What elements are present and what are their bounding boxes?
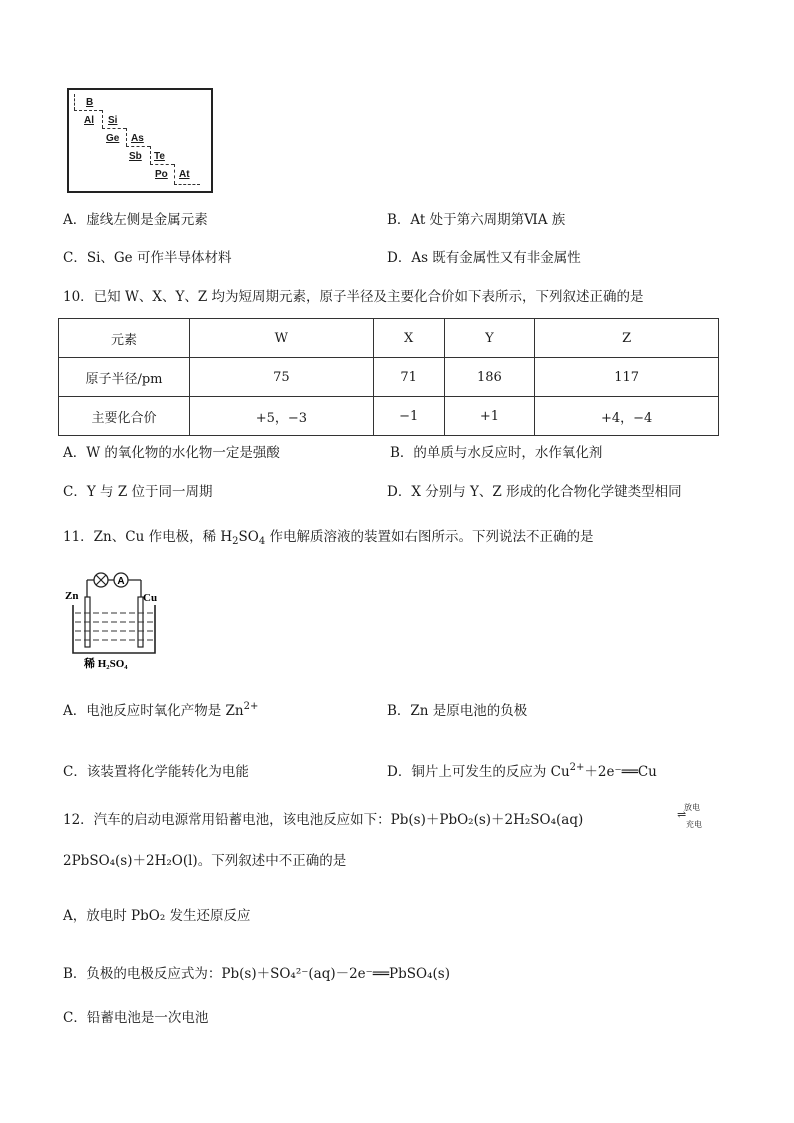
q11-stem-text: 作电解质溶液的装置如右图所示。下列说法不正确的是 bbox=[265, 529, 594, 545]
staircase-line bbox=[102, 128, 126, 129]
q12-option-b: B．负极的电极反应式为：Pb(s)＋SO₄²⁻(aq)－2e⁻══PbSO₄(s) bbox=[63, 966, 450, 982]
q11-option-d-sup: 2+ bbox=[569, 762, 585, 773]
q10-stem: 10．已知 W、X、Y、Z 均为短周期元素，原子半径及主要化合价如下表所示，下列叙述正确的是 bbox=[63, 289, 644, 305]
q11-option-a-sup: 2+ bbox=[243, 701, 259, 712]
q11-option-b: B．Zn 是原电池的负极 bbox=[387, 703, 528, 719]
q9-option-a: A．虚线左侧是金属元素 bbox=[63, 212, 208, 228]
q11-option-a-text: A．电池反应时氧化产物是 Zn bbox=[63, 703, 244, 719]
table-cell: 元素 bbox=[59, 319, 190, 358]
table-cell: +4，−4 bbox=[535, 397, 719, 436]
table-cell: +1 bbox=[444, 397, 535, 436]
table-cell: Y bbox=[444, 319, 535, 358]
element-b: B bbox=[86, 97, 94, 108]
table-cell: Z bbox=[535, 319, 719, 358]
q12-option-c: C．铅蓄电池是一次电池 bbox=[63, 1010, 209, 1026]
table-cell: −1 bbox=[373, 397, 444, 436]
q11-stem-sub: 4 bbox=[258, 536, 266, 547]
staircase-line bbox=[150, 146, 151, 164]
element-data-table bbox=[58, 318, 719, 436]
table-cell: 186 bbox=[444, 358, 535, 397]
table-row bbox=[59, 397, 719, 436]
q9-option-b: B．At 处于第六周期第ⅥA 族 bbox=[387, 212, 566, 228]
table-cell: W bbox=[190, 319, 374, 358]
q11-option-c: C．该装置将化学能转化为电能 bbox=[63, 764, 249, 780]
q11-option-d-text: D．铜片上可发生的反应为 Cu bbox=[387, 764, 570, 780]
galvanic-cell-figure bbox=[64, 567, 164, 672]
q11-stem-text: 11．Zn、Cu 作电极，稀 H bbox=[63, 529, 233, 545]
element-te: Te bbox=[154, 151, 165, 162]
q10-option-d: D．X 分别与 Y、Z 形成的化合物化学键类型相同 bbox=[387, 484, 682, 500]
element-po: Po bbox=[155, 169, 168, 180]
table-cell: X bbox=[373, 319, 444, 358]
element-as: As bbox=[131, 133, 144, 144]
cu-electrode-label: Cu bbox=[143, 592, 158, 604]
element-at: At bbox=[179, 169, 190, 180]
arrow-icon: ⇌ bbox=[677, 808, 687, 821]
electrolyte-label: 稀 H₂SO₄ bbox=[84, 658, 128, 670]
table-cell: 原子半径/pm bbox=[59, 358, 190, 397]
staircase-line bbox=[74, 94, 75, 110]
q9-option-d: D．As 既有金属性又有非金属性 bbox=[387, 250, 581, 266]
q12-option-a: A，放电时 PbO₂ 发生还原反应 bbox=[63, 908, 251, 924]
element-si: Si bbox=[108, 115, 118, 126]
periodic-staircase-figure bbox=[67, 88, 213, 193]
q11-stem bbox=[63, 525, 594, 547]
ammeter-label: A bbox=[117, 576, 125, 587]
table-cell: 117 bbox=[535, 358, 719, 397]
staircase-line bbox=[174, 164, 175, 184]
table-cell: +5，−3 bbox=[190, 397, 374, 436]
q11-stem-sub: 2 bbox=[232, 536, 239, 547]
staircase-line bbox=[174, 184, 200, 185]
element-sb: Sb bbox=[129, 151, 142, 162]
q9-option-c: C．Si、Ge 可作半导体材料 bbox=[63, 250, 232, 266]
staircase-line bbox=[150, 164, 174, 165]
staircase-line bbox=[126, 146, 150, 147]
galvanic-cell-drawing bbox=[64, 567, 164, 672]
q10-option-b: B．的单质与水反应时，水作氧化剂 bbox=[390, 445, 603, 461]
element-al: Al bbox=[84, 115, 94, 126]
staircase-line bbox=[102, 110, 103, 128]
q10-option-a: A．W 的氧化物的水化物一定是强酸 bbox=[63, 445, 280, 461]
staircase-line bbox=[126, 128, 127, 146]
table-cell: 主要化合价 bbox=[59, 397, 190, 436]
q11-option-d bbox=[387, 760, 657, 780]
zn-electrode-label: Zn bbox=[65, 590, 79, 602]
table-row bbox=[59, 358, 719, 397]
table-cell: 71 bbox=[373, 358, 444, 397]
q12-stem-line2: 2PbSO₄(s)＋2H₂O(l)。下列叙述中不正确的是 bbox=[63, 853, 347, 869]
q11-option-a bbox=[63, 699, 258, 719]
table-cell: 75 bbox=[190, 358, 374, 397]
discharge-label: 放电 bbox=[684, 803, 700, 812]
table-header-row bbox=[59, 319, 719, 358]
q12-stem-line1: 12．汽车的启动电源常用铅蓄电池，该电池反应如下：Pb(s)＋PbO₂(s)＋2H₂SO₄(aq) bbox=[63, 812, 584, 828]
q11-option-d-text: ＋2e⁻══Cu bbox=[584, 764, 657, 780]
reversible-arrow bbox=[676, 802, 722, 830]
charge-label: 充电 bbox=[686, 820, 702, 829]
element-ge: Ge bbox=[106, 133, 120, 144]
q10-option-c: C．Y 与 Z 位于同一周期 bbox=[63, 484, 213, 500]
staircase-line bbox=[74, 110, 102, 111]
q11-stem-text: SO bbox=[238, 529, 259, 545]
